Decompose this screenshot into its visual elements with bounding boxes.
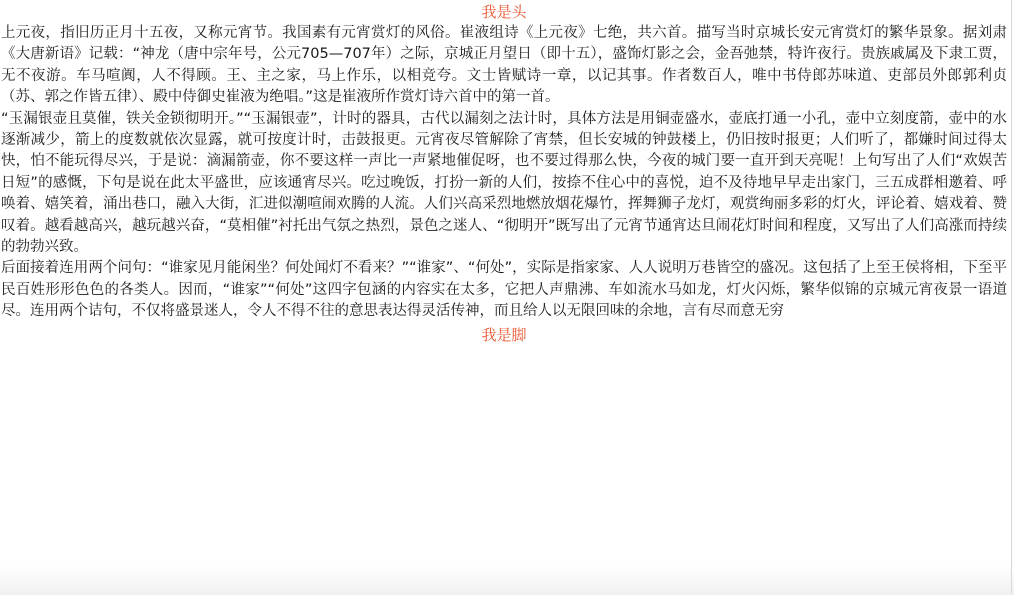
- paragraph-analysis: “玉漏银壶且莫催，铁关金锁彻明开。”“玉漏银壶”，计时的器具，古代以漏刻之法计时，具体方法是用铜壶盛水，壶底打通一小孔，壶中立刻度箭，壶中的水逐渐减少，箭上的度数就依次显露，就可按度计时，击鼓报更。元宵夜尽管解除了宵禁，但长安城的钟鼓楼上，仍旧按时报更；人们听了，都嫌时间过得太快，怕不能玩得尽兴，于是说：滴漏箭壶，你不要这样一声比一声紧地催促呀，也不要过得那么快，今夜的城门要一直开到天亮呢！上句写出了人们“欢娱苦日短”的感慨，下句是说在此太平盛世，应该通宵尽兴。吃过晚饭，打扮一新的人们，按捺不住心中的喜悦，迫不及待地早早走出家门，三五成群相邀着、呼唤着、嬉笑着，涌出巷口，融入大街，汇进似潮喧闹欢腾的人流。人们兴高采烈地燃放烟花爆竹，挥舞狮子龙灯，观赏绚丽多彩的灯火，评论着、嬉戏着、赞叹着。越看越高兴，越玩越兴奋，“莫相催”衬托出气氛之热烈，景色之迷人、“彻明开”既写出了元宵节通宵达旦闹花灯时间和程度，又写出了人们高涨而持续的勃勃兴致。: [1, 110, 1007, 256]
- article-body: [1, 23, 1007, 323]
- page-header: 我是头: [481, 3, 527, 21]
- page-footer: 我是脚: [481, 325, 527, 344]
- paragraph-intro: 上元夜，指旧历正月十五夜，又称元宵节。我国素有元宵赏灯的风俗。崔液组诗《上元夜》七绝，共六首。描写当时京城长安元宵赏灯的繁华景象。据刘肃《大唐新语》记载：“神龙（唐中宗年号，公元705—707年）之际，京城正月望日（即十五），盛饰灯影之会，金吾弛禁，特许夜行。贵族戚属及下隶工贾，无不夜游。车马喧阗，人不得顾。王、主之家，马上作乐，以相竞夸。文士皆赋诗一章，以记其事。作者数百人，唯中书侍郎苏味道、吏部员外郎郭利贞（苏、郭之作皆五律）、殿中侍御史崔液为绝唱。”这是崔液所作赏灯诗六首中的第一首。: [1, 25, 1007, 106]
- paragraph-conclusion: 后面接着连用两个问句：“谁家见月能闲坐？何处闻灯不看来？”“谁家”、“何处”，实际是指家家、人人说明万巷皆空的盛况。这包括了上至王侯将相，下至平民百姓形形色色的各类人。因而，“谁家”“何处”这四字包涵的内容实在太多，它把人声鼎沸、车如流水马如龙，灯火闪烁，繁华似锦的京城元宵夜景一语道尽。连用两个诘句，不仅将盛景迷人，令人不得不往的意思表达得灵活传神，而且给人以无限回味的余地，言有尽而意无穷: [1, 260, 1007, 320]
